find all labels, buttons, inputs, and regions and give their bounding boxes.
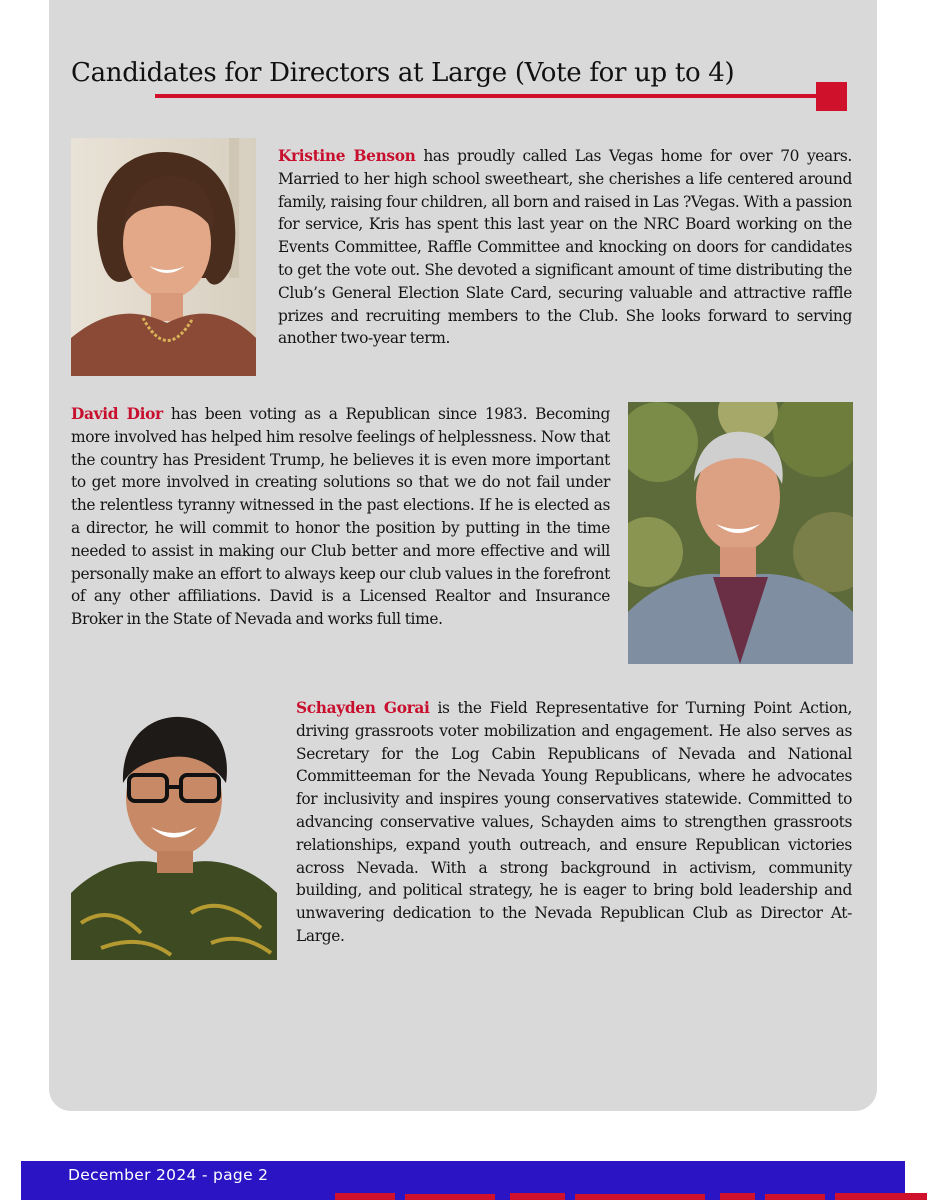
section-title: Candidates for Directors at Large (Vote for up to 4): [71, 58, 735, 88]
candidate-bio-text-dior: has been voting as a Republican since 1983. Becoming more involved has helped him resolve feelings of helplessness. Now that the country has President Trump, he believes it is even more important to get more involved in creating solutions so that we do not fail under the relentless tyranny witnessed in the past elections. If he is elected as a director, he will commit to honor the position by putting in the time needed to assist in making our Club better and more effective and will personally make an effort to always keep our club values in the forefront of any other affiliations. David is a Licensed Realtor and Insurance Broker in the State of Nevada and works full time.: [71, 405, 610, 629]
candidate-bio-text-benson: has proudly called Las Vegas home for over 70 years. Married to her high school sweetheart, she cherishes a life centered around family, raising four children, all born and raised in Las ?Vegas. With a passion for service, Kris has spent this last year on the NRC Board working on the Events Committee, Raffle Committee and knocking on doors for candidates to get the vote out. She devoted a significant amount of time distributing the Club’s General Election Slate Card, securing valuable and attractive raffle prizes and recruiting members to the Club. She looks forward to serving another two-year term.: [278, 147, 852, 348]
title-accent-square: [816, 82, 847, 111]
candidate-name-benson: Kristine Benson: [278, 147, 416, 165]
footer-cut-off-banner-text: [335, 1190, 927, 1200]
candidate-bio-benson: [278, 145, 852, 350]
candidate-name-gorai: Schayden Gorai: [296, 699, 430, 717]
candidate-photo-dior: [628, 402, 853, 664]
candidate-bio-text-gorai: is the Field Representative for Turning Point Action, driving grassroots voter mobilization and engagement. He also serves as Secretary for the Log Cabin Republicans of Nevada and National Committeeman for the Nevada Young Republicans, where he advocates for inclusivity and inspires young conservatives statewide. Committed to advancing conservative values, Schayden aims to strengthen grassroots relationships, expand youth outreach, and ensure Republican victories across Nevada. With a strong background in activism, community building, and political strategy, he is eager to bring bold leadership and unwavering dedication to the Nevada Republican Club as Director At-Large.: [296, 699, 852, 945]
title-underline: [155, 94, 820, 98]
candidate-bio-gorai: [296, 697, 852, 948]
candidate-name-dior: David Dior: [71, 405, 163, 423]
candidate-photo-benson: [71, 138, 256, 376]
candidate-bio-dior: [71, 403, 610, 631]
candidate-photo-gorai: [71, 703, 277, 960]
footer-page-label: December 2024 - page 2: [68, 1166, 269, 1184]
